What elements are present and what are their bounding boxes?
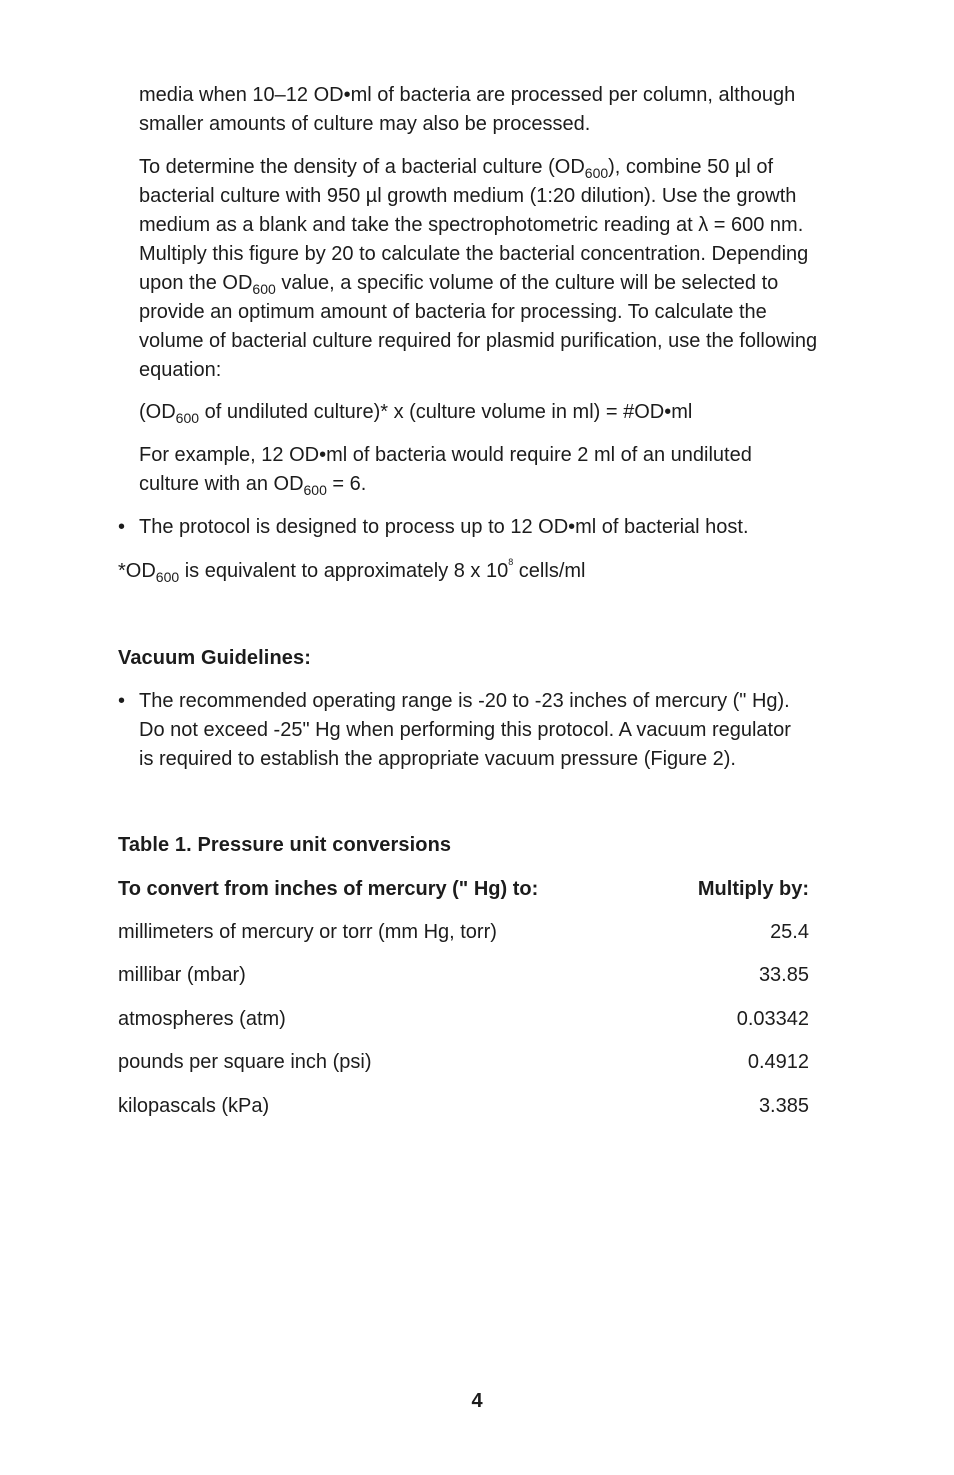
- equation: [139, 398, 869, 427]
- table-cell-factor: 33.85: [758, 964, 809, 986]
- example-line-1: For example, 12 OD•ml of bacteria would require 2 ml of an undiluted: [139, 444, 752, 466]
- table-header-from: To convert from inches of mercury (" Hg) to:: [118, 878, 539, 900]
- density-line-6: provide an optimum amount of bacteria for processing. To calculate the: [139, 301, 767, 323]
- density-line-1b: ), combine 50 µl of: [608, 156, 774, 178]
- table-cell-factor: 0.4912: [747, 1051, 809, 1073]
- table-row: [118, 918, 809, 947]
- od-subscript: 600: [155, 569, 180, 585]
- vacuum-guidelines-heading: Vacuum Guidelines:: [118, 647, 311, 669]
- od-subscript: 600: [175, 410, 200, 426]
- table-title: Table 1. Pressure unit conversions: [118, 834, 452, 856]
- protocol-bullet-text: The protocol is designed to process up to 12 OD•ml of bacterial host.: [139, 516, 749, 538]
- bullet-dot: •: [118, 690, 126, 712]
- footnote-part-b: is equivalent to approximately 8 x 10: [179, 560, 509, 582]
- footnote-part-a: *OD: [118, 560, 156, 582]
- density-line-8: equation:: [139, 359, 222, 381]
- table-header-row: [118, 875, 809, 904]
- table-cell-unit: millimeters of mercury or torr (mm Hg, torr): [118, 921, 497, 943]
- equation-part-b: of undiluted culture)* x (culture volume in ml) = #OD•ml: [199, 401, 693, 423]
- od-subscript: 600: [252, 281, 276, 297]
- vacuum-line-2: Do not exceed -25" Hg when performing this protocol. A vacuum regulator: [139, 719, 791, 741]
- density-paragraph: [139, 153, 869, 385]
- od-subscript: 600: [584, 165, 609, 181]
- example-line-2b: = 6.: [326, 473, 367, 495]
- page-number: 4: [471, 1390, 483, 1412]
- example-paragraph: [139, 441, 869, 499]
- table-cell-unit: pounds per square inch (psi): [118, 1051, 372, 1073]
- table-row: [118, 961, 809, 990]
- table-cell-unit: atmospheres (atm): [118, 1008, 286, 1030]
- footnote-part-c: cells/ml: [513, 560, 586, 582]
- table-cell-factor: 3.385: [758, 1095, 809, 1117]
- intro-paragraph: [139, 81, 869, 139]
- density-line-5a: upon the OD: [139, 272, 253, 294]
- density-line-1a: To determine the density of a bacterial culture (OD: [139, 156, 585, 178]
- density-line-2: bacterial culture with 950 µl growth medium (1:20 dilution). Use the growth: [139, 185, 797, 207]
- table-cell-unit: millibar (mbar): [118, 964, 246, 986]
- exponent-superscript: 8: [508, 557, 514, 567]
- intro-line-1: media when 10–12 OD•ml of bacteria are processed per column, although: [139, 84, 796, 106]
- table-cell-factor: 25.4: [770, 921, 809, 943]
- bullet-dot: •: [118, 516, 126, 538]
- density-line-3: medium as a blank and take the spectrophotometric reading at λ = 600 nm.: [139, 214, 804, 236]
- table-row: [118, 1048, 809, 1077]
- vacuum-bullet-text: [139, 687, 869, 774]
- density-line-4: Multiply this figure by 20 to calculate the bacterial concentration. Depending: [139, 243, 809, 265]
- table-row: [118, 1092, 809, 1121]
- example-line-2a: culture with an OD: [139, 473, 304, 495]
- equation-part-a: (OD: [139, 401, 176, 423]
- table-header-factor: Multiply by:: [697, 878, 809, 900]
- footnote: [118, 557, 858, 586]
- table-cell-unit: kilopascals (kPa): [118, 1095, 270, 1117]
- od-subscript: 600: [303, 482, 327, 498]
- density-line-7: volume of bacterial culture required for plasmid purification, use the following: [139, 330, 818, 352]
- vacuum-line-3: is required to establish the appropriate vacuum pressure (Figure 2).: [139, 748, 736, 770]
- density-line-5b: value, a specific volume of the culture will be selected to: [275, 272, 779, 294]
- table-cell-factor: 0.03342: [736, 1008, 809, 1030]
- vacuum-line-1: The recommended operating range is -20 to -23 inches of mercury (" Hg).: [139, 690, 790, 712]
- table-row: [118, 1005, 809, 1034]
- intro-line-2: smaller amounts of culture may also be processed.: [139, 113, 591, 135]
